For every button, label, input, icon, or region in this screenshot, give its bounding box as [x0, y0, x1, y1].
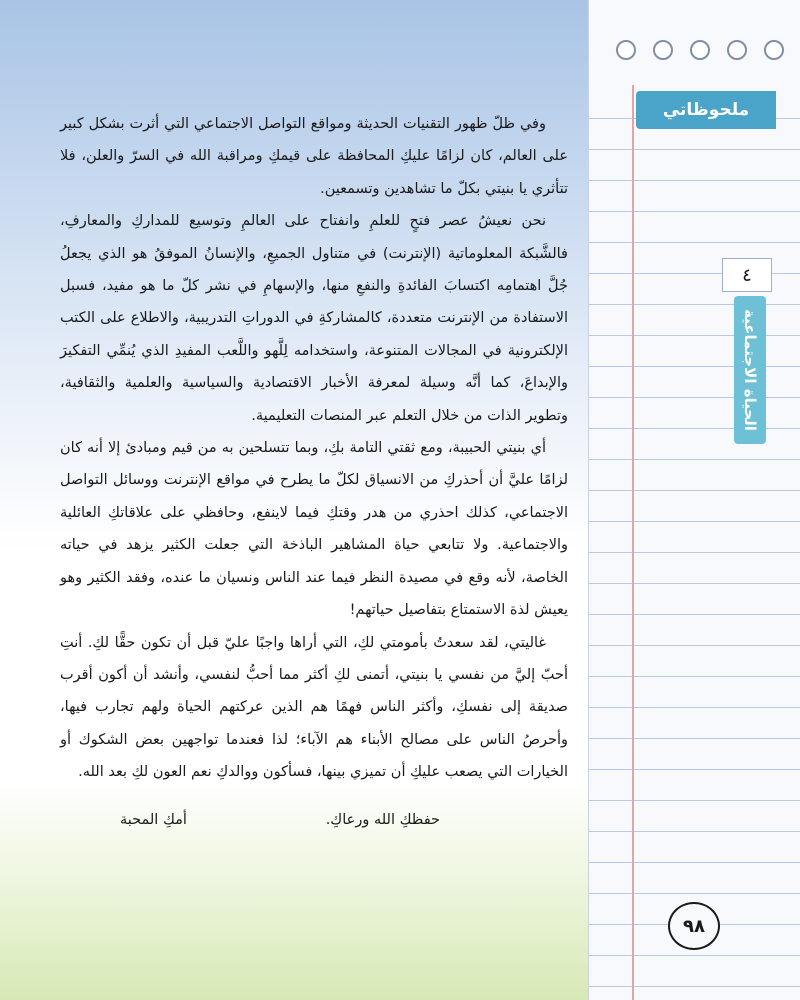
notebook-sidebar — [588, 0, 800, 1000]
notes-label: ملحوظاتي — [662, 100, 750, 120]
unit-number: ٤ — [742, 264, 752, 286]
binder-hole-icon — [653, 40, 673, 60]
chapter-tab — [734, 296, 766, 444]
binder-hole-icon — [727, 40, 747, 60]
paragraph-4: غاليتي، لقد سعدتُ بأمومتي لكِ، التي أراها واجبًا عليّ قبل أن تكون حقًّا لكِ. أنتِ أحبّ إليَّ من نفسي يا بنيتي، أتمنى لكِ أكثر مما أحبُّ لنفسي، وأنشد أن أكون أقرب صديقة إلى نفسكِ، وأكثر الناس فهمًا هم الذين عركتهم الحياة ولهم تجارب فيها، وأحرصُ الناس على مصالح الأبناء هم الآباء؛ لذا فعندما تواجهين بعض الشكوك أو الخيارات التي يصعب عليكِ أن تميزي بينها، فسأكون ووالدكِ نعم العون لكِ بعد الله. — [60, 634, 568, 781]
paragraph-2: نحن نعيشُ عصر فتحٍ للعلمِ وانفتاح على العالمِ وتوسيع للمداركِ والمعارفِ، فالشَّبكة المعلوماتية (الإنترنت) في متناول الجميعِ، والإنسانُ الموفقُ هو الذي يجعلُ جُلَّ اهتمامِه اكتسابَ الفائدةِ والنفعِ منها، والإسهامِ في نشر كلّ ما هو مفيد، فسبل الاستفادة من الإنترنت متعددة، كالمشاركةِ في الدوراتِ التدريبية، والاطلاع على الكتب الإلكترونية في المجالات المتنوعة، واستخدامه لِلَّهو واللَّعب المفيدِ الذي يُنمِّي التفكيرَ والإبداعَ، كما أنَّه وسيلة لمعرفة الأخبار الاقتصادية والسياسية والعلمية والثقافية، وتطوير الذات من خلال التعلم عبر المنصات التعليمية. — [60, 213, 568, 424]
signature: أمكِ المحبة — [120, 812, 187, 828]
letter-body — [60, 108, 568, 789]
notes-tab — [636, 91, 776, 129]
notebook-margin-line — [632, 85, 634, 1000]
page-number: ٩٨ — [683, 915, 705, 937]
chapter-label: الحياة الاجتماعية — [741, 309, 759, 431]
binder-hole-icon — [690, 40, 710, 60]
notebook-header — [589, 0, 800, 85]
unit-number-box — [722, 258, 772, 292]
paragraph-1: وفي ظلّ ظهور التقنيات الحديثة ومواقع التواصل الاجتماعي التي أثرت بشكل كبير على العالم، كان لزامًا عليكِ المحافظة على قيمكِ ومراقبة الله في السرّ والعلن، فلا تتأثري يا بنيتي بكلّ ما تشاهدين وتسمعين. — [60, 116, 568, 197]
binder-hole-icon — [764, 40, 784, 60]
paragraph-3: أي بنيتي الحبيبة، ومع ثقتي التامة بكِ، وبما تتسلحين به من قيم ومبادئ إلا أنه كان لزامًا عليَّ أن أحذركِ من الانسياق لكلّ ما يطرح في مواقع الإنترنت ووسائل التواصل الاجتماعي، كذلك احذري من هدر وقتكِ فيما لاينفع، وحافظي على علاقاتكِ العائلية والاجتماعية. ولا تتابعي حياة المشاهير الباذخة التي جعلت الكثير يزهد في حياته الخاصة، لأنه وقع في مصيدة النظر فيما عند الناس ونسيان ما عنده، وفقد الكثير وهو يعيش لذة الاستمتاع بتفاصيل حياتهم! — [60, 440, 568, 619]
binder-hole-icon — [616, 40, 636, 60]
page-number-badge — [668, 902, 720, 950]
closing-line: حفظكِ الله ورعاكِ. — [325, 812, 440, 828]
